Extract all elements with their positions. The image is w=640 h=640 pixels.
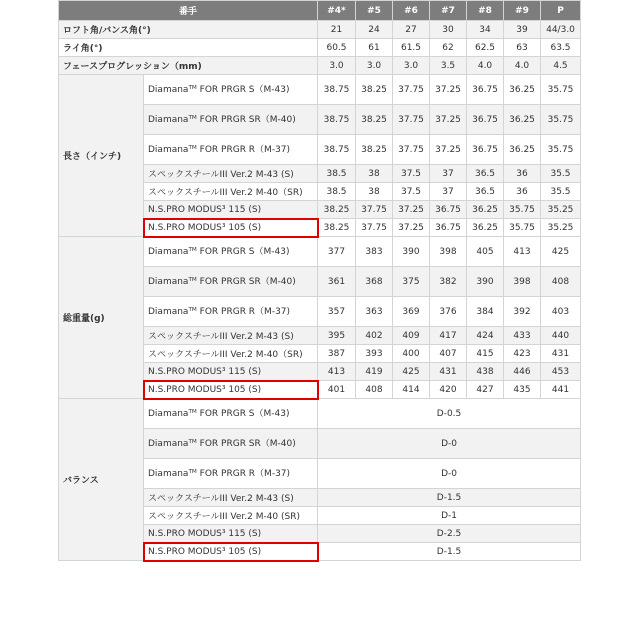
- group-label: バランス: [59, 399, 144, 561]
- value-cell: 3.5: [430, 57, 467, 75]
- value-cell: 35.5: [541, 165, 581, 183]
- value-cell: 36: [504, 165, 541, 183]
- value-cell: 38.25: [356, 135, 393, 165]
- header-col: #4*: [318, 1, 356, 21]
- value-cell: 36.75: [467, 75, 504, 105]
- value-cell: 37.5: [393, 183, 430, 201]
- shaft-name: Diamanaᵀᴹ FOR PRGR SR（M-40): [144, 267, 318, 297]
- value-cell: 3.0: [393, 57, 430, 75]
- value-cell: 393: [356, 345, 393, 363]
- shaft-name: Diamanaᵀᴹ FOR PRGR S（M-43): [144, 237, 318, 267]
- value-cell: 376: [430, 297, 467, 327]
- value-cell: 44/3.0: [541, 21, 581, 39]
- value-cell: 4.0: [467, 57, 504, 75]
- shaft-name: スペックスチールIII Ver.2 M-43 (S): [144, 165, 318, 183]
- value-cell: 37.75: [393, 135, 430, 165]
- header-club-number: 番手: [59, 1, 318, 21]
- spec-table-container: [58, 0, 580, 561]
- balance-value: D-1.5: [318, 543, 581, 561]
- value-cell: 398: [430, 237, 467, 267]
- value-cell: 37: [430, 183, 467, 201]
- value-cell: 400: [393, 345, 430, 363]
- value-cell: 375: [393, 267, 430, 297]
- value-cell: 36.75: [467, 135, 504, 165]
- value-cell: 361: [318, 267, 356, 297]
- value-cell: 37.75: [356, 219, 393, 237]
- value-cell: 37.5: [393, 165, 430, 183]
- value-cell: 35.25: [541, 219, 581, 237]
- value-cell: 36.75: [430, 219, 467, 237]
- value-cell: 446: [504, 363, 541, 381]
- value-cell: 38.25: [318, 219, 356, 237]
- value-cell: 387: [318, 345, 356, 363]
- value-cell: 37.25: [393, 219, 430, 237]
- value-cell: 407: [430, 345, 467, 363]
- value-cell: 390: [467, 267, 504, 297]
- value-cell: 38: [356, 165, 393, 183]
- table-row: [59, 237, 581, 267]
- value-cell: 38.25: [356, 75, 393, 105]
- value-cell: 36.75: [467, 105, 504, 135]
- spec-row: [59, 57, 581, 75]
- row-label: ロフト角/バンス角(°): [59, 21, 318, 39]
- value-cell: 425: [541, 237, 581, 267]
- value-cell: 3.0: [318, 57, 356, 75]
- value-cell: 419: [356, 363, 393, 381]
- value-cell: 414: [393, 381, 430, 399]
- value-cell: 36.25: [504, 75, 541, 105]
- value-cell: 38.5: [318, 183, 356, 201]
- shaft-name: スペックスチールIII Ver.2 M-40（SR): [144, 183, 318, 201]
- value-cell: 36.25: [467, 219, 504, 237]
- shaft-name: N.S.PRO MODUS³ 115 (S): [144, 363, 318, 381]
- value-cell: 423: [504, 345, 541, 363]
- value-cell: 382: [430, 267, 467, 297]
- header-col: #5: [356, 1, 393, 21]
- shaft-name: Diamanaᵀᴹ FOR PRGR SR（M-40): [144, 429, 318, 459]
- value-cell: 357: [318, 297, 356, 327]
- value-cell: 35.75: [541, 135, 581, 165]
- value-cell: 433: [504, 327, 541, 345]
- shaft-name: スペックスチールIII Ver.2 M-43 (S): [144, 489, 318, 507]
- value-cell: 390: [393, 237, 430, 267]
- shaft-name: Diamanaᵀᴹ FOR PRGR R（M-37): [144, 135, 318, 165]
- balance-value: D-0: [318, 459, 581, 489]
- value-cell: 368: [356, 267, 393, 297]
- value-cell: 415: [467, 345, 504, 363]
- value-cell: 38.75: [318, 105, 356, 135]
- value-cell: 395: [318, 327, 356, 345]
- value-cell: 39: [504, 21, 541, 39]
- shaft-name: N.S.PRO MODUS³ 115 (S): [144, 525, 318, 543]
- shaft-name: スペックスチールIII Ver.2 M-40 (SR): [144, 507, 318, 525]
- value-cell: 63: [504, 39, 541, 57]
- spec-row: [59, 21, 581, 39]
- value-cell: 30: [430, 21, 467, 39]
- value-cell: 36.75: [430, 201, 467, 219]
- shaft-name: Diamanaᵀᴹ FOR PRGR SR（M-40): [144, 105, 318, 135]
- value-cell: 413: [318, 363, 356, 381]
- value-cell: 36: [504, 183, 541, 201]
- value-cell: 36.25: [467, 201, 504, 219]
- balance-value: D-1.5: [318, 489, 581, 507]
- value-cell: 438: [467, 363, 504, 381]
- value-cell: 21: [318, 21, 356, 39]
- value-cell: 35.5: [541, 183, 581, 201]
- value-cell: 427: [467, 381, 504, 399]
- value-cell: 61: [356, 39, 393, 57]
- value-cell: 63.5: [541, 39, 581, 57]
- value-cell: 409: [393, 327, 430, 345]
- value-cell: 392: [504, 297, 541, 327]
- value-cell: 38.75: [318, 75, 356, 105]
- balance-value: D-0: [318, 429, 581, 459]
- shaft-name: スペックスチールIII Ver.2 M-43 (S): [144, 327, 318, 345]
- value-cell: 383: [356, 237, 393, 267]
- value-cell: 37.75: [393, 105, 430, 135]
- value-cell: 435: [504, 381, 541, 399]
- value-cell: 27: [393, 21, 430, 39]
- value-cell: 3.0: [356, 57, 393, 75]
- value-cell: 35.25: [541, 201, 581, 219]
- shaft-name: Diamanaᵀᴹ FOR PRGR R（M-37): [144, 297, 318, 327]
- value-cell: 431: [541, 345, 581, 363]
- header-col: #7: [430, 1, 467, 21]
- value-cell: 441: [541, 381, 581, 399]
- value-cell: 60.5: [318, 39, 356, 57]
- header-col: P: [541, 1, 581, 21]
- value-cell: 35.75: [541, 75, 581, 105]
- value-cell: 377: [318, 237, 356, 267]
- balance-value: D-0.5: [318, 399, 581, 429]
- value-cell: 402: [356, 327, 393, 345]
- value-cell: 37.25: [430, 75, 467, 105]
- value-cell: 62: [430, 39, 467, 57]
- shaft-name: N.S.PRO MODUS³ 105 (S): [144, 381, 318, 399]
- value-cell: 62.5: [467, 39, 504, 57]
- row-label: フェースプログレッション（mm): [59, 57, 318, 75]
- value-cell: 363: [356, 297, 393, 327]
- value-cell: 36.25: [504, 105, 541, 135]
- value-cell: 36.5: [467, 165, 504, 183]
- value-cell: 35.75: [504, 219, 541, 237]
- value-cell: 36.25: [504, 135, 541, 165]
- value-cell: 424: [467, 327, 504, 345]
- spec-table: [58, 0, 581, 561]
- group-label: 長さ（インチ): [59, 75, 144, 237]
- value-cell: 398: [504, 267, 541, 297]
- table-header-row: [59, 1, 581, 21]
- value-cell: 453: [541, 363, 581, 381]
- shaft-name: スペックスチールIII Ver.2 M-40（SR): [144, 345, 318, 363]
- value-cell: 4.0: [504, 57, 541, 75]
- shaft-name: Diamanaᵀᴹ FOR PRGR S（M-43): [144, 399, 318, 429]
- balance-value: D-2.5: [318, 525, 581, 543]
- value-cell: 425: [393, 363, 430, 381]
- value-cell: 35.75: [541, 105, 581, 135]
- header-col: #8: [467, 1, 504, 21]
- value-cell: 37.25: [430, 135, 467, 165]
- value-cell: 401: [318, 381, 356, 399]
- header-col: #9: [504, 1, 541, 21]
- shaft-name: N.S.PRO MODUS³ 105 (S): [144, 543, 318, 561]
- spec-row: [59, 39, 581, 57]
- value-cell: 408: [356, 381, 393, 399]
- value-cell: 4.5: [541, 57, 581, 75]
- value-cell: 384: [467, 297, 504, 327]
- value-cell: 403: [541, 297, 581, 327]
- value-cell: 37.25: [393, 201, 430, 219]
- value-cell: 36.5: [467, 183, 504, 201]
- value-cell: 420: [430, 381, 467, 399]
- value-cell: 37.75: [393, 75, 430, 105]
- value-cell: 413: [504, 237, 541, 267]
- value-cell: 24: [356, 21, 393, 39]
- value-cell: 61.5: [393, 39, 430, 57]
- row-label: ライ角(°): [59, 39, 318, 57]
- value-cell: 35.75: [504, 201, 541, 219]
- group-label: 総重量(g): [59, 237, 144, 399]
- value-cell: 369: [393, 297, 430, 327]
- value-cell: 440: [541, 327, 581, 345]
- value-cell: 38: [356, 183, 393, 201]
- table-row: [59, 75, 581, 105]
- value-cell: 38.25: [318, 201, 356, 219]
- value-cell: 408: [541, 267, 581, 297]
- value-cell: 34: [467, 21, 504, 39]
- shaft-name: N.S.PRO MODUS³ 115 (S): [144, 201, 318, 219]
- shaft-name: Diamanaᵀᴹ FOR PRGR R（M-37): [144, 459, 318, 489]
- value-cell: 38.5: [318, 165, 356, 183]
- header-col: #6: [393, 1, 430, 21]
- value-cell: 37.75: [356, 201, 393, 219]
- value-cell: 405: [467, 237, 504, 267]
- value-cell: 37.25: [430, 105, 467, 135]
- value-cell: 37: [430, 165, 467, 183]
- shaft-name: Diamanaᵀᴹ FOR PRGR S（M-43): [144, 75, 318, 105]
- balance-value: D-1: [318, 507, 581, 525]
- value-cell: 38.75: [318, 135, 356, 165]
- value-cell: 38.25: [356, 105, 393, 135]
- value-cell: 431: [430, 363, 467, 381]
- shaft-name: N.S.PRO MODUS³ 105 (S): [144, 219, 318, 237]
- value-cell: 417: [430, 327, 467, 345]
- table-row: [59, 399, 581, 429]
